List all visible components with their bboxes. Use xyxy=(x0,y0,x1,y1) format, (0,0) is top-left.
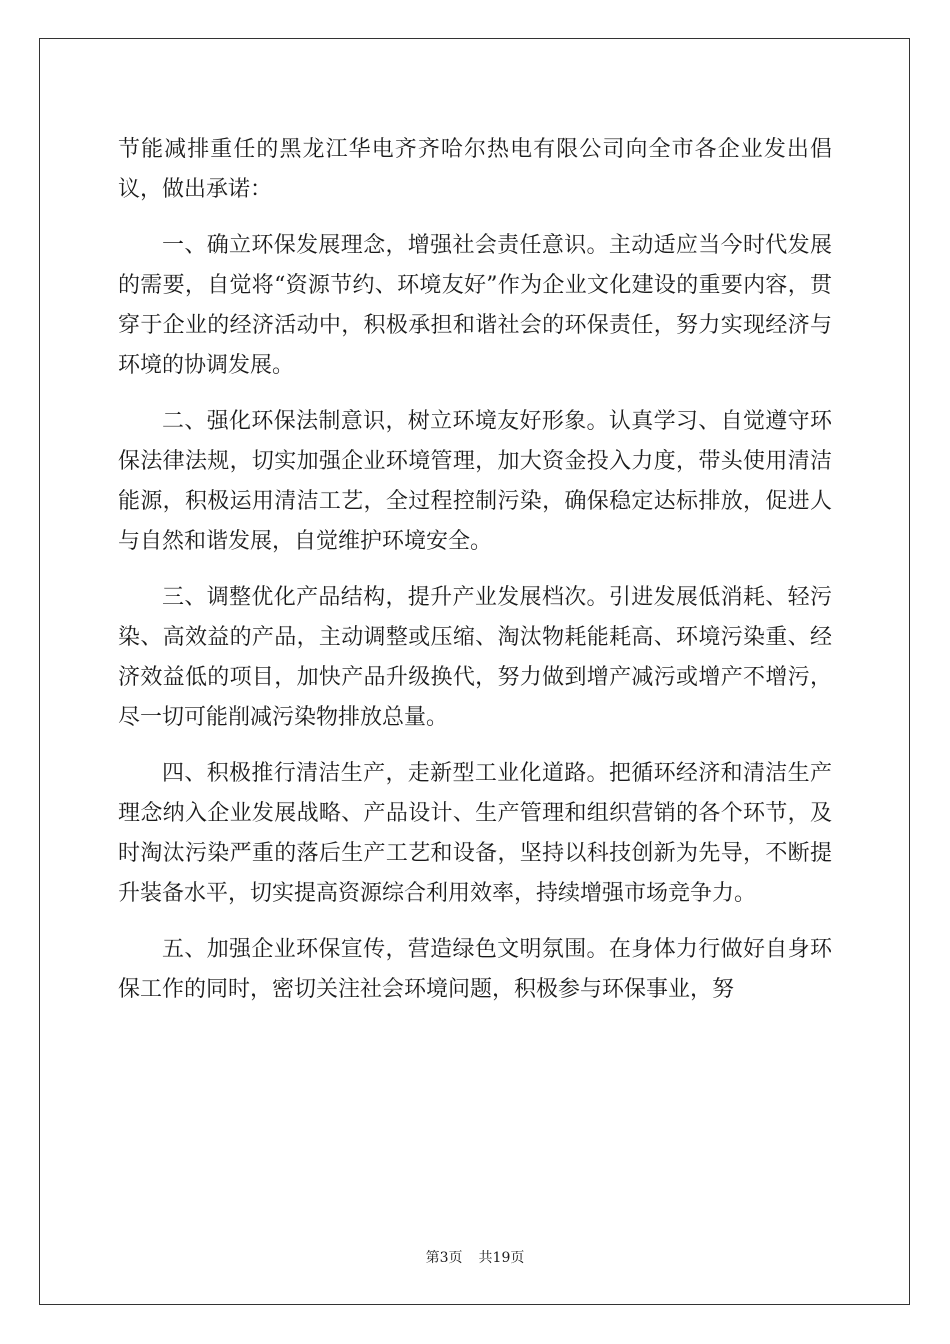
page-number: 第3页 xyxy=(425,1250,463,1266)
paragraph-continuation: 节能减排重任的黑龙江华电齐齐哈尔热电有限公司向全市各企业发出倡议，做出承诺： xyxy=(118,137,832,202)
page-footer xyxy=(0,1247,950,1267)
paragraph-item-1: 一、确立环保发展理念，增强社会责任意识。主动适应当今时代发展的需要，自觉将“资源节约、环境友好”作为企业文化建设的重要内容，贯穿于企业的经济活动中，积极承担和谐社会的环保责任，努力实现经济与环境的协调发展。 xyxy=(118,233,832,378)
paragraph-item-2: 二、强化环保法制意识，树立环境友好形象。认真学习、自觉遵守环保法律法规，切实加强企业环境管理，加大资金投入力度，带头使用清洁能源，积极运用清洁工艺，全过程控制污染，确保稳定达标排放，促进人与自然和谐发展，自觉维护环境安全。 xyxy=(118,409,832,554)
document-body xyxy=(118,130,832,1026)
paragraph-item-4: 四、积极推行清洁生产，走新型工业化道路。把循环经济和清洁生产理念纳入企业发展战略、产品设计、生产管理和组织营销的各个环节，及时淘汰污染严重的落后生产工艺和设备，坚持以科技创新为先导，不断提升装备水平，切实提高资源综合利用效率，持续增强市场竞争力。 xyxy=(118,761,832,906)
paragraph-item-3: 三、调整优化产品结构，提升产业发展档次。引进发展低消耗、轻污染、高效益的产品，主动调整或压缩、淘汰物耗能耗高、环境污染重、经济效益低的项目，加快产品升级换代，努力做到增产减污或增产不增污，尽一切可能削减污染物排放总量。 xyxy=(118,585,832,730)
paragraph-item-5: 五、加强企业环保宣传，营造绿色文明氛围。在身体力行做好自身环保工作的同时，密切关注社会环境问题，积极参与环保事业，努 xyxy=(118,937,832,1002)
total-pages: 共19页 xyxy=(478,1250,525,1266)
